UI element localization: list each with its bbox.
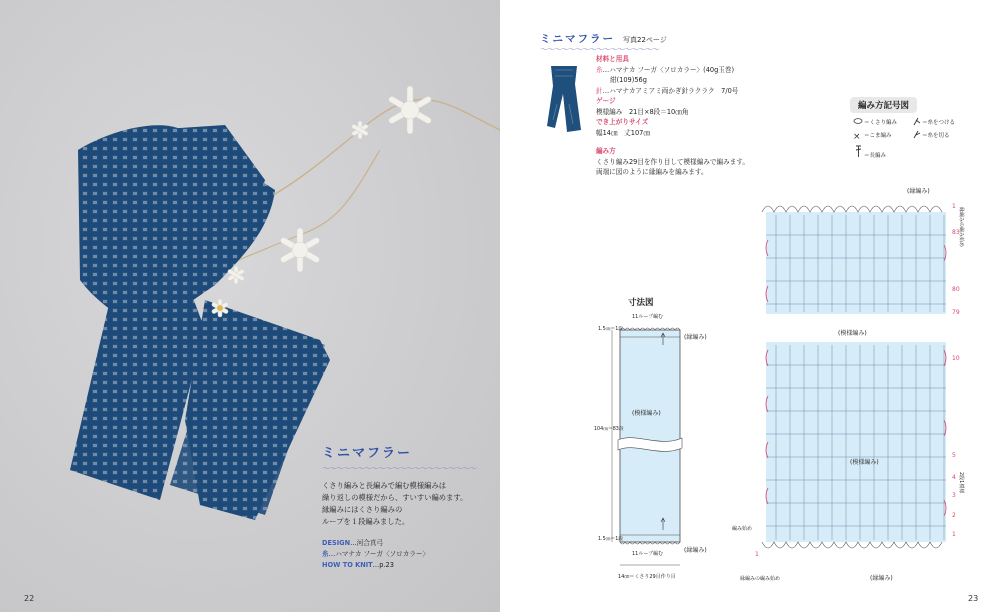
row-label: 4	[952, 474, 956, 481]
chart-edge-bottom: (縁編み)	[870, 575, 893, 582]
caption-meta	[322, 538, 492, 571]
row-label: 1	[952, 203, 956, 210]
caption-wave: 〜〜〜〜〜〜〜〜〜〜〜〜〜〜〜〜〜〜〜〜〜〜	[322, 464, 476, 473]
needle-label: 針	[596, 86, 603, 95]
row-label: 79	[952, 309, 960, 316]
side-note-top: 縁編みの編み始め	[958, 207, 964, 248]
desc-line: ループを１段編みました。	[322, 517, 410, 526]
caption-title: ミニマフラー	[322, 446, 413, 461]
start-label: 編み始め	[732, 526, 753, 532]
yarn-label: 糸	[596, 65, 603, 74]
method-line: くさり編み29目を作り目して模様編みで編みます。	[596, 157, 749, 166]
desc-line: くさり編みと長編みで編む模様編みは	[322, 481, 447, 490]
legend-dc: ＝長編み	[864, 153, 887, 159]
gauge-heading: ゲージ	[596, 97, 616, 105]
size-heading: でき上がりサイズ	[596, 118, 649, 126]
legend-title: 編み方記号図	[850, 97, 917, 113]
caption-description	[322, 480, 492, 528]
bottom-loops-label: 11ループ編む	[632, 551, 664, 557]
pattern-title-text: ミニマフラー	[540, 33, 615, 45]
row-label: 3	[952, 492, 956, 499]
needle-line: …ハマナカアミアミ両かぎ針ラクラク 7/0号	[602, 86, 739, 95]
method-line: 両端に図のように縁編みを編みます。	[596, 168, 708, 176]
row-label: 5	[952, 452, 956, 459]
legend-join: ＝糸をつける	[922, 120, 956, 126]
design-value: …河合真弓	[350, 539, 384, 547]
side-note-repeat: 2段1模様	[958, 472, 964, 494]
desc-line: 縁編みにはくさり編みの	[322, 505, 403, 514]
row-label: 80	[952, 286, 960, 293]
legend-sc: ＝こま編み	[864, 133, 892, 139]
legend-cut: ＝糸を切る	[922, 133, 950, 139]
photo-reference: 写真22ページ	[623, 36, 667, 44]
chart-pattern-mid: (模様編み)	[838, 330, 867, 337]
row-label: 83	[952, 229, 960, 236]
yarn-value: …ハマナカ フーガ〈ソロカラー〉	[328, 550, 430, 558]
body-height: 104㎝＝83段	[594, 427, 624, 432]
row-label: 2	[952, 512, 956, 519]
diagrams	[500, 0, 1000, 612]
stitch-chart	[732, 187, 965, 582]
legend-chain: ＝くさり編み	[864, 120, 898, 126]
top-loops-label: 11ループ編む	[632, 314, 664, 320]
design-label: DESIGN	[322, 539, 351, 547]
materials-heading: 材料と用具	[596, 55, 629, 63]
bottom-edge-label: (縁編み)	[684, 547, 707, 554]
yarn-label: 糸	[322, 550, 329, 558]
gauge-line: 模様編み 21目×8段＝10㎝角	[596, 107, 689, 116]
right-page	[500, 0, 1000, 612]
edge-start-label: 縁編みの編み始め	[740, 576, 781, 582]
howto-label: HOW TO KNIT	[322, 561, 373, 569]
page-number-left: 22	[24, 594, 35, 603]
edge-height-bottom: 1.5㎝＝1段	[598, 537, 624, 542]
yarn-color: 紺(109)56g	[610, 76, 647, 84]
chart-edge-top: (縁編み)	[907, 188, 930, 195]
size-line: 幅14㎝ 丈107㎝	[596, 128, 650, 137]
top-edge-label: (縁編み)	[684, 334, 707, 341]
width-label: 14㎝＝くさり29目作り目	[618, 574, 676, 580]
chart-pattern: (模様編み)	[850, 459, 879, 466]
page-number-right: 23	[968, 594, 979, 603]
row-label: 1	[755, 551, 759, 558]
photo-caption	[322, 442, 492, 571]
edge-height-top: 1.5㎝＝1段	[598, 327, 624, 332]
yarn-line: …ハマナカ フーガ〈ソロカラー〉(40g玉巻)	[602, 65, 735, 74]
howto-value: …p.23	[372, 561, 394, 569]
title-wave: 〜〜〜〜〜〜〜〜〜〜〜〜〜〜〜〜〜	[540, 45, 659, 54]
row-label: 10	[952, 355, 960, 362]
row-label: 1	[952, 531, 956, 538]
pattern-label: (模様編み)	[632, 410, 661, 417]
desc-line: 繰り返しの模様だから、すいすい編めます。	[322, 493, 468, 502]
size-chart	[594, 297, 707, 580]
svg-text:×: ×	[853, 132, 861, 142]
size-chart-title: 寸法図	[628, 298, 654, 308]
method-heading: 編み方	[596, 147, 616, 155]
